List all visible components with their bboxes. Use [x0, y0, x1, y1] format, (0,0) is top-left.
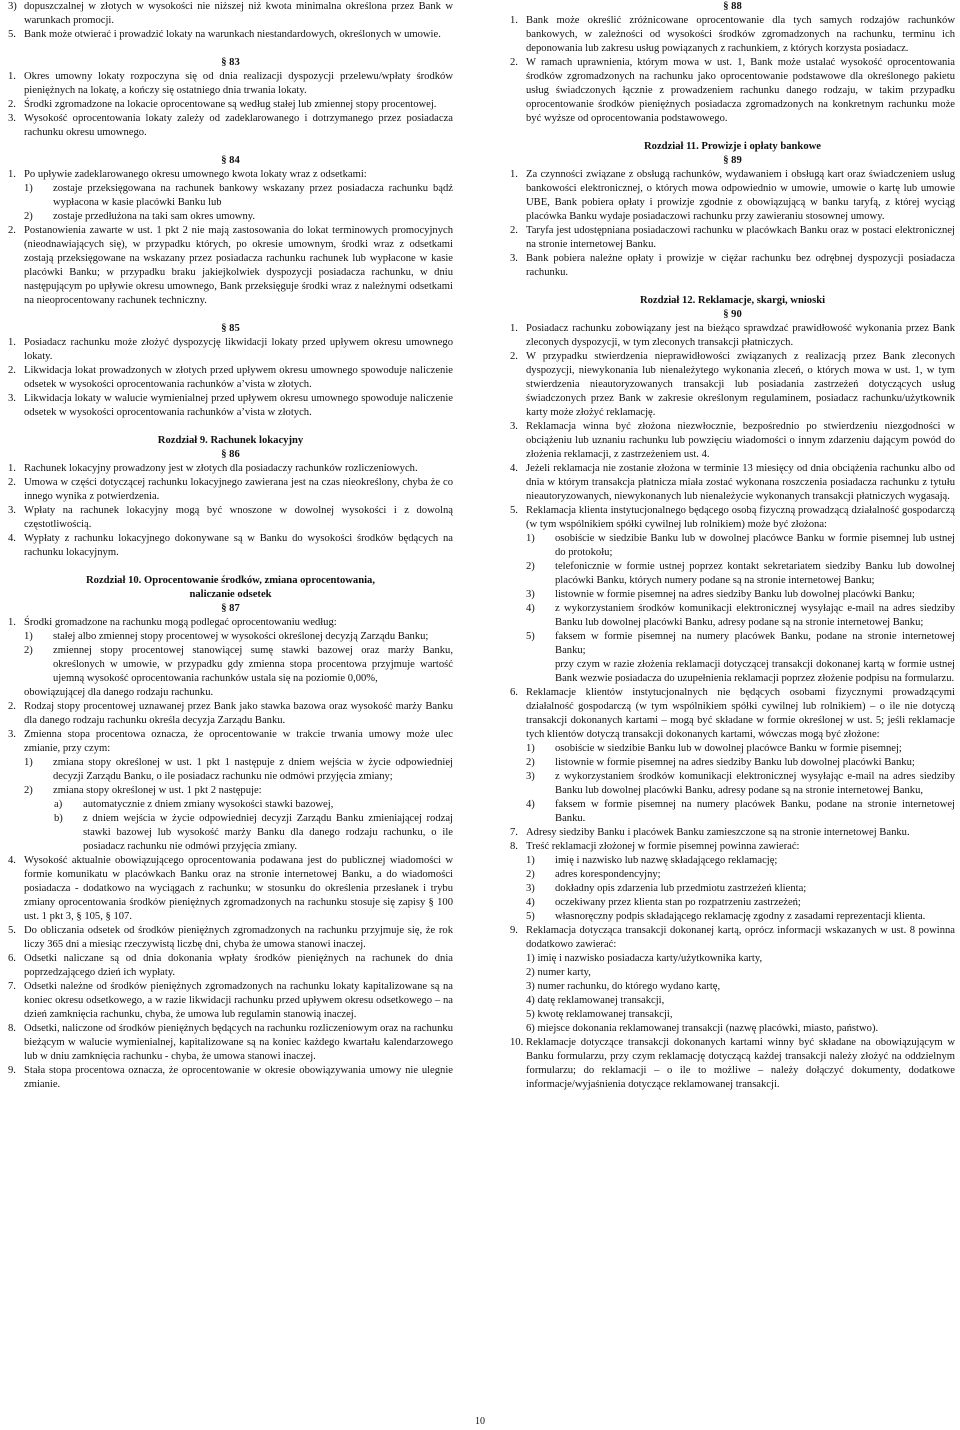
- item-text: faksem w formie pisemnej na numery placówek Banku, podane na stronie internetowej Banku;: [555, 631, 955, 656]
- page-number: 10: [475, 1416, 485, 1427]
- paragraph: [8, 210, 453, 224]
- paragraph: [8, 462, 453, 476]
- item-text: osobiście w siedzibie Banku lub w dowolnej placówce Banku w formie pisemnej;: [555, 743, 902, 754]
- paragraph: [510, 1008, 955, 1022]
- item-text: adres korespondencyjny;: [555, 869, 661, 880]
- paragraph: [8, 756, 453, 784]
- item-text: automatycznie z dniem zmiany wysokości stawki bazowej,: [83, 799, 334, 810]
- item-number: 3): [8, 1, 17, 12]
- item-text: Za czynności związane z obsługą rachunków, wydawaniem i obsługą kart oraz świadczeniem usług bankowości elektronicznej, o których mowa odpowiednio w umowie, umowie o kartę lub umowie UBE, Bank pobiera opłaty i prowizje zgodnie z obowiązującą w banku taryfą, z której wyciąg placówka Banku wydaje posiadaczowi rachunku przy zawieraniu stosownej umowy.: [526, 169, 955, 222]
- section-heading: naliczanie odsetek: [189, 589, 272, 600]
- item-text: Postanowienia zawarte w ust. 1 pkt 2 nie mają zastosowania do lokat terminowych promocyjnych (nieodnawiających się), w przypadku których, po okresie umownym, środki wraz z odsetkami zostają przeksięgowane na wskazany przez posiadacza rachunku rachunek lub wypłacone w kasie placówki Banku; w przypadku braku jakiejkolwiek dyspozycji posiadacza rachunku, w dniu następującym po upływie okresu umownego, Bank przeksięguje środki wraz z należnymi odsetkami na nieoprocentowany rachunek techniczny.: [24, 225, 453, 306]
- item-number: b): [54, 813, 63, 824]
- item-text: Wysokość oprocentowania lokaty zależy od zadeklarowanego i dotrzymanego przez posiadacza rachunku okresu umownego.: [24, 113, 453, 138]
- paragraph: [510, 532, 955, 560]
- item-text: zostaje przedłużona na taki sam okres umowny.: [53, 211, 255, 222]
- item-number: 1): [24, 183, 33, 194]
- section-heading: § 88: [723, 1, 742, 12]
- paragraph: [510, 1022, 955, 1036]
- item-text: Treść reklamacji złożonej w formie pisemnej powinna zawierać:: [526, 841, 800, 852]
- item-text: Likwidacja lokat prowadzonych w złotych przed upływem okresu umownego spowoduje naliczenie odsetek w wysokości oprocentowania rachunków a’vista w złotych.: [24, 365, 453, 390]
- paragraph: [8, 28, 453, 42]
- paragraph: [8, 924, 453, 952]
- item-number: 2.: [8, 477, 16, 488]
- item-text: listownie w formie pisemnej na adres siedziby Banku lub dowolnej placówki Banku;: [555, 757, 915, 768]
- item-text: listownie w formie pisemnej na adres siedziby Banku lub dowolnej placówki Banku;: [555, 589, 915, 600]
- item-number: 7.: [510, 827, 518, 838]
- paragraph: [8, 98, 453, 112]
- paragraph: [510, 924, 955, 952]
- paragraph: [8, 168, 453, 182]
- paragraph: [510, 420, 955, 462]
- item-number: 1): [24, 631, 33, 642]
- item-number: 1.: [8, 169, 16, 180]
- spacer: [8, 140, 453, 154]
- paragraph: [510, 56, 955, 126]
- item-number: 2): [526, 561, 535, 572]
- item-text: Posiadacz rachunku może złożyć dyspozycję likwidacji lokaty przed upływem okresu umownego lokaty.: [24, 337, 453, 362]
- item-number: 4.: [8, 533, 16, 544]
- item-text: 3) numer rachunku, do którego wydano kartę,: [526, 981, 721, 992]
- item-number: 5.: [510, 505, 518, 516]
- left-column: [8, 0, 453, 1092]
- item-number: 1.: [8, 337, 16, 348]
- section-heading: § 85: [221, 323, 240, 334]
- item-text: Odsetki naliczane są od dnia dokonania wpłaty środków pieniężnych na rachunek do dnia poprzedzającego dzień ich wypłaty.: [24, 953, 453, 978]
- item-text: Bank może otwierać i prowadzić lokaty na warunkach niestandardowych, określonych w umowie.: [24, 29, 441, 40]
- item-number: 2.: [510, 57, 518, 68]
- item-text: Reklamacja dotycząca transakcji dokonanej kartą, oprócz informacji wskazanych w ust. 8 powinna dodatkowo zawierać:: [526, 925, 955, 950]
- item-text: Wypłaty z rachunku lokacyjnego dokonywane są w Banku do wysokości środków będących na rachunku lokacyjnym.: [24, 533, 453, 558]
- paragraph: [510, 658, 955, 686]
- item-number: 2.: [8, 225, 16, 236]
- paragraph: [8, 182, 453, 210]
- item-number: 1.: [8, 463, 16, 474]
- section-heading: Rozdział 12. Reklamacje, skargi, wnioski: [639, 295, 826, 306]
- paragraph: [8, 686, 453, 700]
- paragraph: [8, 70, 453, 98]
- item-number: 3.: [8, 113, 16, 124]
- item-number: 7.: [8, 981, 16, 992]
- item-number: 9.: [8, 1065, 16, 1076]
- item-number: 6.: [8, 953, 16, 964]
- paragraph: [510, 224, 955, 252]
- paragraph: [510, 1036, 955, 1092]
- paragraph: [8, 952, 453, 980]
- item-number: 4): [526, 799, 535, 810]
- item-text: osobiście w siedzibie Banku lub w dowolnej placówce Banku w formie pisemnej lub ustnej do protokołu;: [555, 533, 955, 558]
- item-number: 3): [526, 589, 535, 600]
- item-text: dokładny opis zdarzenia lub przedmiotu zastrzeżeń klienta;: [555, 883, 807, 894]
- paragraph: [8, 812, 453, 854]
- item-number: 3.: [8, 729, 16, 740]
- paragraph: [510, 630, 955, 658]
- item-text: zostaje przeksięgowana na rachunek bankowy wskazany przez posiadacza rachunku bądź wypłacona w kasie placówki Banku lub: [53, 183, 453, 208]
- item-number: 2.: [510, 225, 518, 236]
- item-number: 1): [526, 855, 535, 866]
- item-text: imię i nazwisko lub nazwę składającego reklamację;: [555, 855, 778, 866]
- item-text: Umowa w części dotyczącej rachunku lokacyjnego zawierana jest na czas nieokreślony, chyba że co innego wynika z potwierdzenia.: [24, 477, 453, 502]
- item-number: 5.: [8, 29, 16, 40]
- item-number: 3.: [510, 253, 518, 264]
- item-number: 1.: [510, 323, 518, 334]
- right-column: [510, 0, 955, 1092]
- paragraph: [8, 504, 453, 532]
- item-text: dopuszczalnej w złotych w wysokości nie niższej niż kwota minimalna określona przez Bank w warunkach promocji.: [24, 1, 453, 26]
- item-number: 1): [526, 743, 535, 754]
- spacer: [8, 42, 453, 56]
- section-heading: § 87: [221, 603, 240, 614]
- item-number: a): [54, 799, 63, 810]
- item-text: Reklamacje klientów instytucjonalnych nie będących osobami fizycznymi prowadzącymi działalność gospodarczą (w tym wspólnikiem spółki cywilnej lub rolnikiem) – o ile nie dotyczą transakcji dokonanych kartami – mogą być składane w formie określonej w ust. 5; jeśli reklamacje tych klientów dotyczą transakcji dokonanych kartami, wówczas mogą być złożone:: [526, 687, 955, 740]
- item-text: zmiana stopy określonej w ust. 1 pkt 2 następuje:: [53, 785, 262, 796]
- paragraph: [510, 994, 955, 1008]
- item-text: Reklamacja winna być złożona niezwłocznie, bezpośrednio po stwierdzeniu niezgodności w obciążeniu lub uznaniu rachunku lub powzięciu wiadomości o innym zdarzeniu dającym powód do złożenia reklamacji, z zastrzeżeniem ust. 4.: [526, 421, 955, 460]
- item-text: 6) miejsce dokonania reklamowanej transakcji (nazwę placówki, miasto, państwo).: [526, 1023, 879, 1034]
- item-number: 3): [526, 771, 535, 782]
- spacer: [8, 308, 453, 322]
- paragraph: [510, 854, 955, 868]
- item-text: W przypadku stwierdzenia nieprawidłowości związanych z realizacją przez Bank zleconych dyspozycji, niewykonania lub nienależytego wykonania zleceń, o których mowa w ust. 1, w tym stwierdzenia nieautoryzowanych transakcji lub posiadania zastrzeżeń dotyczących usług świadczonych przez Bank w zakresie określonym regulaminem, posiadacz rachunku/użytkownik karty może złożyć reklamację.: [526, 351, 955, 418]
- item-number: 2): [24, 645, 33, 656]
- item-number: 3.: [510, 421, 518, 432]
- paragraph: [8, 798, 453, 812]
- item-text: Odsetki, naliczone od środków pieniężnych będących na rachunku rozliczeniowym oraz na rachunku bieżącym w walucie wymienialnej, kapitalizowane są na koniec każdego kwartału kalendarzowego lub w dniu zamknięcia rachunku - chyba, że umowa stanowi inaczej.: [24, 1023, 453, 1062]
- item-number: 2.: [8, 365, 16, 376]
- paragraph: [510, 882, 955, 896]
- item-number: 2.: [8, 701, 16, 712]
- item-text: telefonicznie w formie ustnej poprzez kontakt sekretariatem siedziby Banku lub dowolnej placówki Banku, których numery podane są na stronie internetowej Banku;: [555, 561, 955, 586]
- item-text: Okres umowny lokaty rozpoczyna się od dnia realizacji dyspozycji przelewu/wpłaty środków pieniężnych na lokatę, a kończy się ostatniego dnia trwania lokaty.: [24, 71, 453, 96]
- item-text: Bank może określić zróżnicowane oprocentowanie dla tych samych rodzajów rachunków bankowych, w zależności od wysokości środków zgromadzonych na rachunku, terminu ich deponowania lub zakresu usług powiązanych z rachunkiem, z których korzysta posiadacz.: [526, 15, 955, 54]
- item-number: 4): [526, 897, 535, 908]
- item-text: przy czym w razie złożenia reklamacji dotyczącej transakcji dokonanej kartą w formie ustnej Bank wezwie posiadacza do uzupełnienia reklamacji poprzez złożenie podpisu na formularzu.: [555, 659, 955, 684]
- item-text: zmiennej stopy procentowej stanowiącej sumę stawki bazowej oraz marży Banku, określonych w umowie, w przypadku gdy zmienna stopa procentowa przyjmuje wartość ujemną wysokość oprocentowania rachunków ustala się na poziomie 0,00%,: [53, 645, 453, 684]
- item-text: 1) imię i nazwisko posiadacza karty/użytkownika karty,: [526, 953, 763, 964]
- paragraph: [510, 756, 955, 770]
- item-number: 2): [526, 869, 535, 880]
- item-text: Wpłaty na rachunek lokacyjny mogą być wnoszone w dowolnej wysokości i z dowolną częstotliwością.: [24, 505, 453, 530]
- item-text: 4) datę reklamowanej transakcji,: [526, 995, 665, 1006]
- paragraph: [8, 532, 453, 560]
- item-text: Rodzaj stopy procentowej uznawanej przez Bank jako stawka bazowa oraz wysokość marży Banku dla danego rodzaju rachunku określa decyzja Zarządu Banku.: [24, 701, 453, 726]
- paragraph: [510, 462, 955, 504]
- spacer: [510, 126, 955, 140]
- paragraph: [510, 952, 955, 966]
- paragraph: [510, 868, 955, 882]
- item-text: własnoręczny podpis składającego reklamację zgodny z zasadami reprezentacji klienta.: [555, 911, 926, 922]
- paragraph: [8, 980, 453, 1022]
- item-number: 1.: [8, 71, 16, 82]
- item-number: 2.: [8, 99, 16, 110]
- paragraph: [510, 896, 955, 910]
- item-text: zmiana stopy określonej w ust. 1 pkt 1 następuje z dniem wejścia w życie odpowiedniej decyzji Zarządu Banku, o ile posiadacz rachunku nie odmówi przyjęcia zmiany;: [53, 757, 453, 782]
- paragraph: [510, 588, 955, 602]
- paragraph: [8, 644, 453, 686]
- paragraph: [8, 392, 453, 420]
- item-number: 1): [526, 533, 535, 544]
- paragraph: [510, 770, 955, 798]
- paragraph: [8, 1022, 453, 1064]
- item-number: 4): [526, 603, 535, 614]
- item-number: 2.: [510, 351, 518, 362]
- item-number: 1): [24, 757, 33, 768]
- item-text: Po upływie zadeklarowanego okresu umownego kwota lokaty wraz z odsetkami:: [24, 169, 367, 180]
- item-text: Jeżeli reklamacja nie zostanie złożona w terminie 13 miesięcy od dnia obciążenia rachunku albo od dnia w którym transakcja płatnicza miała zostać wykonana roszczenia posiadacza rachunku z tytułu nieautoryzowanych, niewykonanych lub nienależycie wykonanych transakcji płatniczych wygasają.: [526, 463, 955, 502]
- item-text: Stała stopa procentowa oznacza, że oprocentowanie w okresie obowiązywania umowy nie ulegnie zmianie.: [24, 1065, 453, 1090]
- paragraph: [8, 728, 453, 756]
- item-number: 6.: [510, 687, 518, 698]
- item-number: 3): [526, 883, 535, 894]
- item-number: 5.: [8, 925, 16, 936]
- item-text: stałej albo zmiennej stopy procentowej w wysokości określonej decyzją Zarządu Banku;: [53, 631, 429, 642]
- item-number: 2): [526, 757, 535, 768]
- section-heading: § 86: [221, 449, 240, 460]
- paragraph: [8, 630, 453, 644]
- item-number: 3.: [8, 505, 16, 516]
- paragraph: [8, 224, 453, 308]
- paragraph: [8, 336, 453, 364]
- paragraph: [510, 980, 955, 994]
- item-text: Środki gromadzone na rachunku mogą podlegać oprocentowaniu według:: [24, 617, 337, 628]
- item-number: 2): [24, 785, 33, 796]
- item-number: 2): [24, 211, 33, 222]
- spacer: [8, 560, 453, 574]
- item-text: obowiązującej dla danego rodzaju rachunku.: [24, 687, 214, 698]
- item-number: 1.: [8, 617, 16, 628]
- item-number: 9.: [510, 925, 518, 936]
- item-text: Wysokość aktualnie obowiązującego oprocentowania podawana jest do publicznej wiadomości w formie komunikatu w placówkach Banku oraz na stronie internetowej Banku, a do wiadomości posiadacza - dodatkowo na wyciągach z rachunku; w stosunku do określenia przesłanek i trybu zmiany oprocentowania środków pieniężnych zgromadzonych na rachunku stosuje się zapisy § 100 ust. 1 pkt 3, § 105, § 107.: [24, 855, 453, 922]
- item-number: 8.: [510, 841, 518, 852]
- paragraph: [510, 560, 955, 588]
- item-text: Adresy siedziby Banku i placówek Banku zamieszczone są na stronie internetowej Banku.: [526, 827, 910, 838]
- item-number: 4.: [8, 855, 16, 866]
- item-number: 1.: [510, 15, 518, 26]
- item-text: Rachunek lokacyjny prowadzony jest w złotych dla posiadaczy rachunków rozliczeniowych.: [24, 463, 418, 474]
- paragraph: [510, 350, 955, 420]
- paragraph: [8, 700, 453, 728]
- item-text: z wykorzystaniem środków komunikacji elektronicznej wysyłając e-mail na adres siedziby Banku lub dowolnej placówki Banku, adresy podane są na stronie internetowej Banku;: [555, 603, 955, 628]
- item-text: Likwidacja lokaty w walucie wymienialnej przed upływem okresu umownego spowoduje naliczenie odsetek w wysokości oprocentowania rachunków a’vista w złotych.: [24, 393, 453, 418]
- paragraph: [510, 742, 955, 756]
- section-heading: Rozdział 9. Rachunek lokacyjny: [157, 435, 304, 446]
- item-number: 8.: [8, 1023, 16, 1034]
- item-text: Bank pobiera należne opłaty i prowizje w ciężar rachunku bez odrębnej dyspozycji posiadacza rachunku.: [526, 253, 955, 278]
- section-heading: Rozdział 11. Prowizje i opłaty bankowe: [644, 141, 821, 152]
- paragraph: [510, 910, 955, 924]
- item-number: 5): [526, 631, 535, 642]
- paragraph: [510, 798, 955, 826]
- paragraph: [510, 966, 955, 980]
- item-number: 4.: [510, 463, 518, 474]
- item-text: Reklamacje dotyczące transakcji dokonanych kartami winny być składane na obowiązującym w Banku formularzu, przy czym reklamację dotyczącą każdej transakcji należy złożyć na oddzielnym formularzu; do reklamacji – o ile to możliwe – należy dołączyć dokumenty, dodatkowe informacje/wyjaśnienia dotyczące reklamowanej transakcji.: [526, 1037, 955, 1090]
- item-text: Taryfa jest udostępniana posiadaczowi rachunku w placówkach Banku oraz w postaci elektronicznej na stronie internetowej Banku.: [526, 225, 955, 250]
- section-heading: § 83: [221, 57, 240, 68]
- paragraph: [510, 686, 955, 742]
- item-text: Zmienna stopa procentowa oznacza, że oprocentowanie w trakcie trwania umowy może ulec zmianie, przy czym:: [24, 729, 453, 754]
- item-text: Reklamacja klienta instytucjonalnego będącego osobą fizyczną prowadzącą działalność gospodarczą (w tym wspólnikiem spółki cywilnej lub rolnikiem) może być złożona:: [526, 505, 955, 530]
- section-heading: § 90: [723, 309, 742, 320]
- paragraph: [8, 1064, 453, 1092]
- paragraph: [8, 364, 453, 392]
- paragraph: [510, 840, 955, 854]
- item-text: Odsetki należne od środków pieniężnych zgromadzonych na rachunku lokaty kapitalizowane są na koniec okresu odsetkowego, a w razie likwidacji rachunku przed upływem okresu odsetkowego – na dzień zamknięcia rachunku, chyba, że umowa lub regulamin stanowią inaczej.: [24, 981, 453, 1020]
- paragraph: [510, 602, 955, 630]
- item-text: Do obliczania odsetek od środków pieniężnych zgromadzonych na rachunku przyjmuje się, że rok liczy 365 dni a miesiąc rzeczywistą liczbę dni, chyba że umowa stanowi inaczej.: [24, 925, 453, 950]
- item-text: W ramach uprawnienia, którym mowa w ust. 1, Bank może ustalać wysokość oprocentowania środków zgromadzonych na rachunku jako oprocentowanie podstawowe dla określonego pakietu usług świadczonych łącznie z prowadzeniem rachunku danego rodzaju, w takim przypadku oprocentowanie środków pieniężnych posiadacza zgromadzonych na konkretnym rachunku może być wyższe od oprocentowania podstawowego.: [526, 57, 955, 124]
- item-number: 1.: [510, 169, 518, 180]
- item-text: Środki zgromadzone na lokacie oprocentowane są według stałej lub zmiennej stopy procentowej.: [24, 99, 437, 110]
- paragraph: [8, 112, 453, 140]
- paragraph: [8, 0, 453, 28]
- paragraph: [510, 826, 955, 840]
- section-heading: Rozdział 10. Oprocentowanie środków, zmiana oprocentowania,: [86, 575, 375, 586]
- paragraph: [510, 504, 955, 532]
- item-text: oczekiwany przez klienta stan po rozpatrzeniu zastrzeżeń;: [555, 897, 801, 908]
- section-heading: § 84: [221, 155, 240, 166]
- item-text: Posiadacz rachunku zobowiązany jest na bieżąco sprawdzać prawidłowość wykonania przez Bank zleconych dyspozycji, w tym zleconych transakcji płatniczych.: [526, 323, 955, 348]
- item-number: 10.: [510, 1037, 524, 1048]
- spacer: [510, 280, 955, 294]
- item-text: z wykorzystaniem środków komunikacji elektronicznej wysyłając e-mail na adres siedziby Banku lub dowolnej placówki Banku, adresy podane są na stronie internetowej Banku,: [555, 771, 955, 796]
- paragraph: [510, 322, 955, 350]
- item-number: 3.: [8, 393, 16, 404]
- item-text: z dniem wejścia w życie odpowiedniej decyzji Zarządu Banku zmieniającej rodzaj stawki bazowej lub wysokość marży Banku dla danego rodzaju rachunku, o ile posiadacz rachunku nie odmówi przyjęcia zmiany.: [83, 813, 453, 852]
- item-text: faksem w formie pisemnej na numery placówek Banku, podane na stronie internetowej Banku.: [555, 799, 955, 824]
- section-heading: § 89: [723, 155, 742, 166]
- item-text: 2) numer karty,: [526, 967, 591, 978]
- spacer: [8, 420, 453, 434]
- paragraph: [510, 168, 955, 224]
- paragraph: [8, 476, 453, 504]
- paragraph: [510, 252, 955, 280]
- paragraph: [8, 616, 453, 630]
- paragraph: [510, 14, 955, 56]
- item-text: 5) kwotę reklamowanej transakcji,: [526, 1009, 673, 1020]
- paragraph: [8, 854, 453, 924]
- paragraph: [8, 784, 453, 798]
- item-number: 5): [526, 911, 535, 922]
